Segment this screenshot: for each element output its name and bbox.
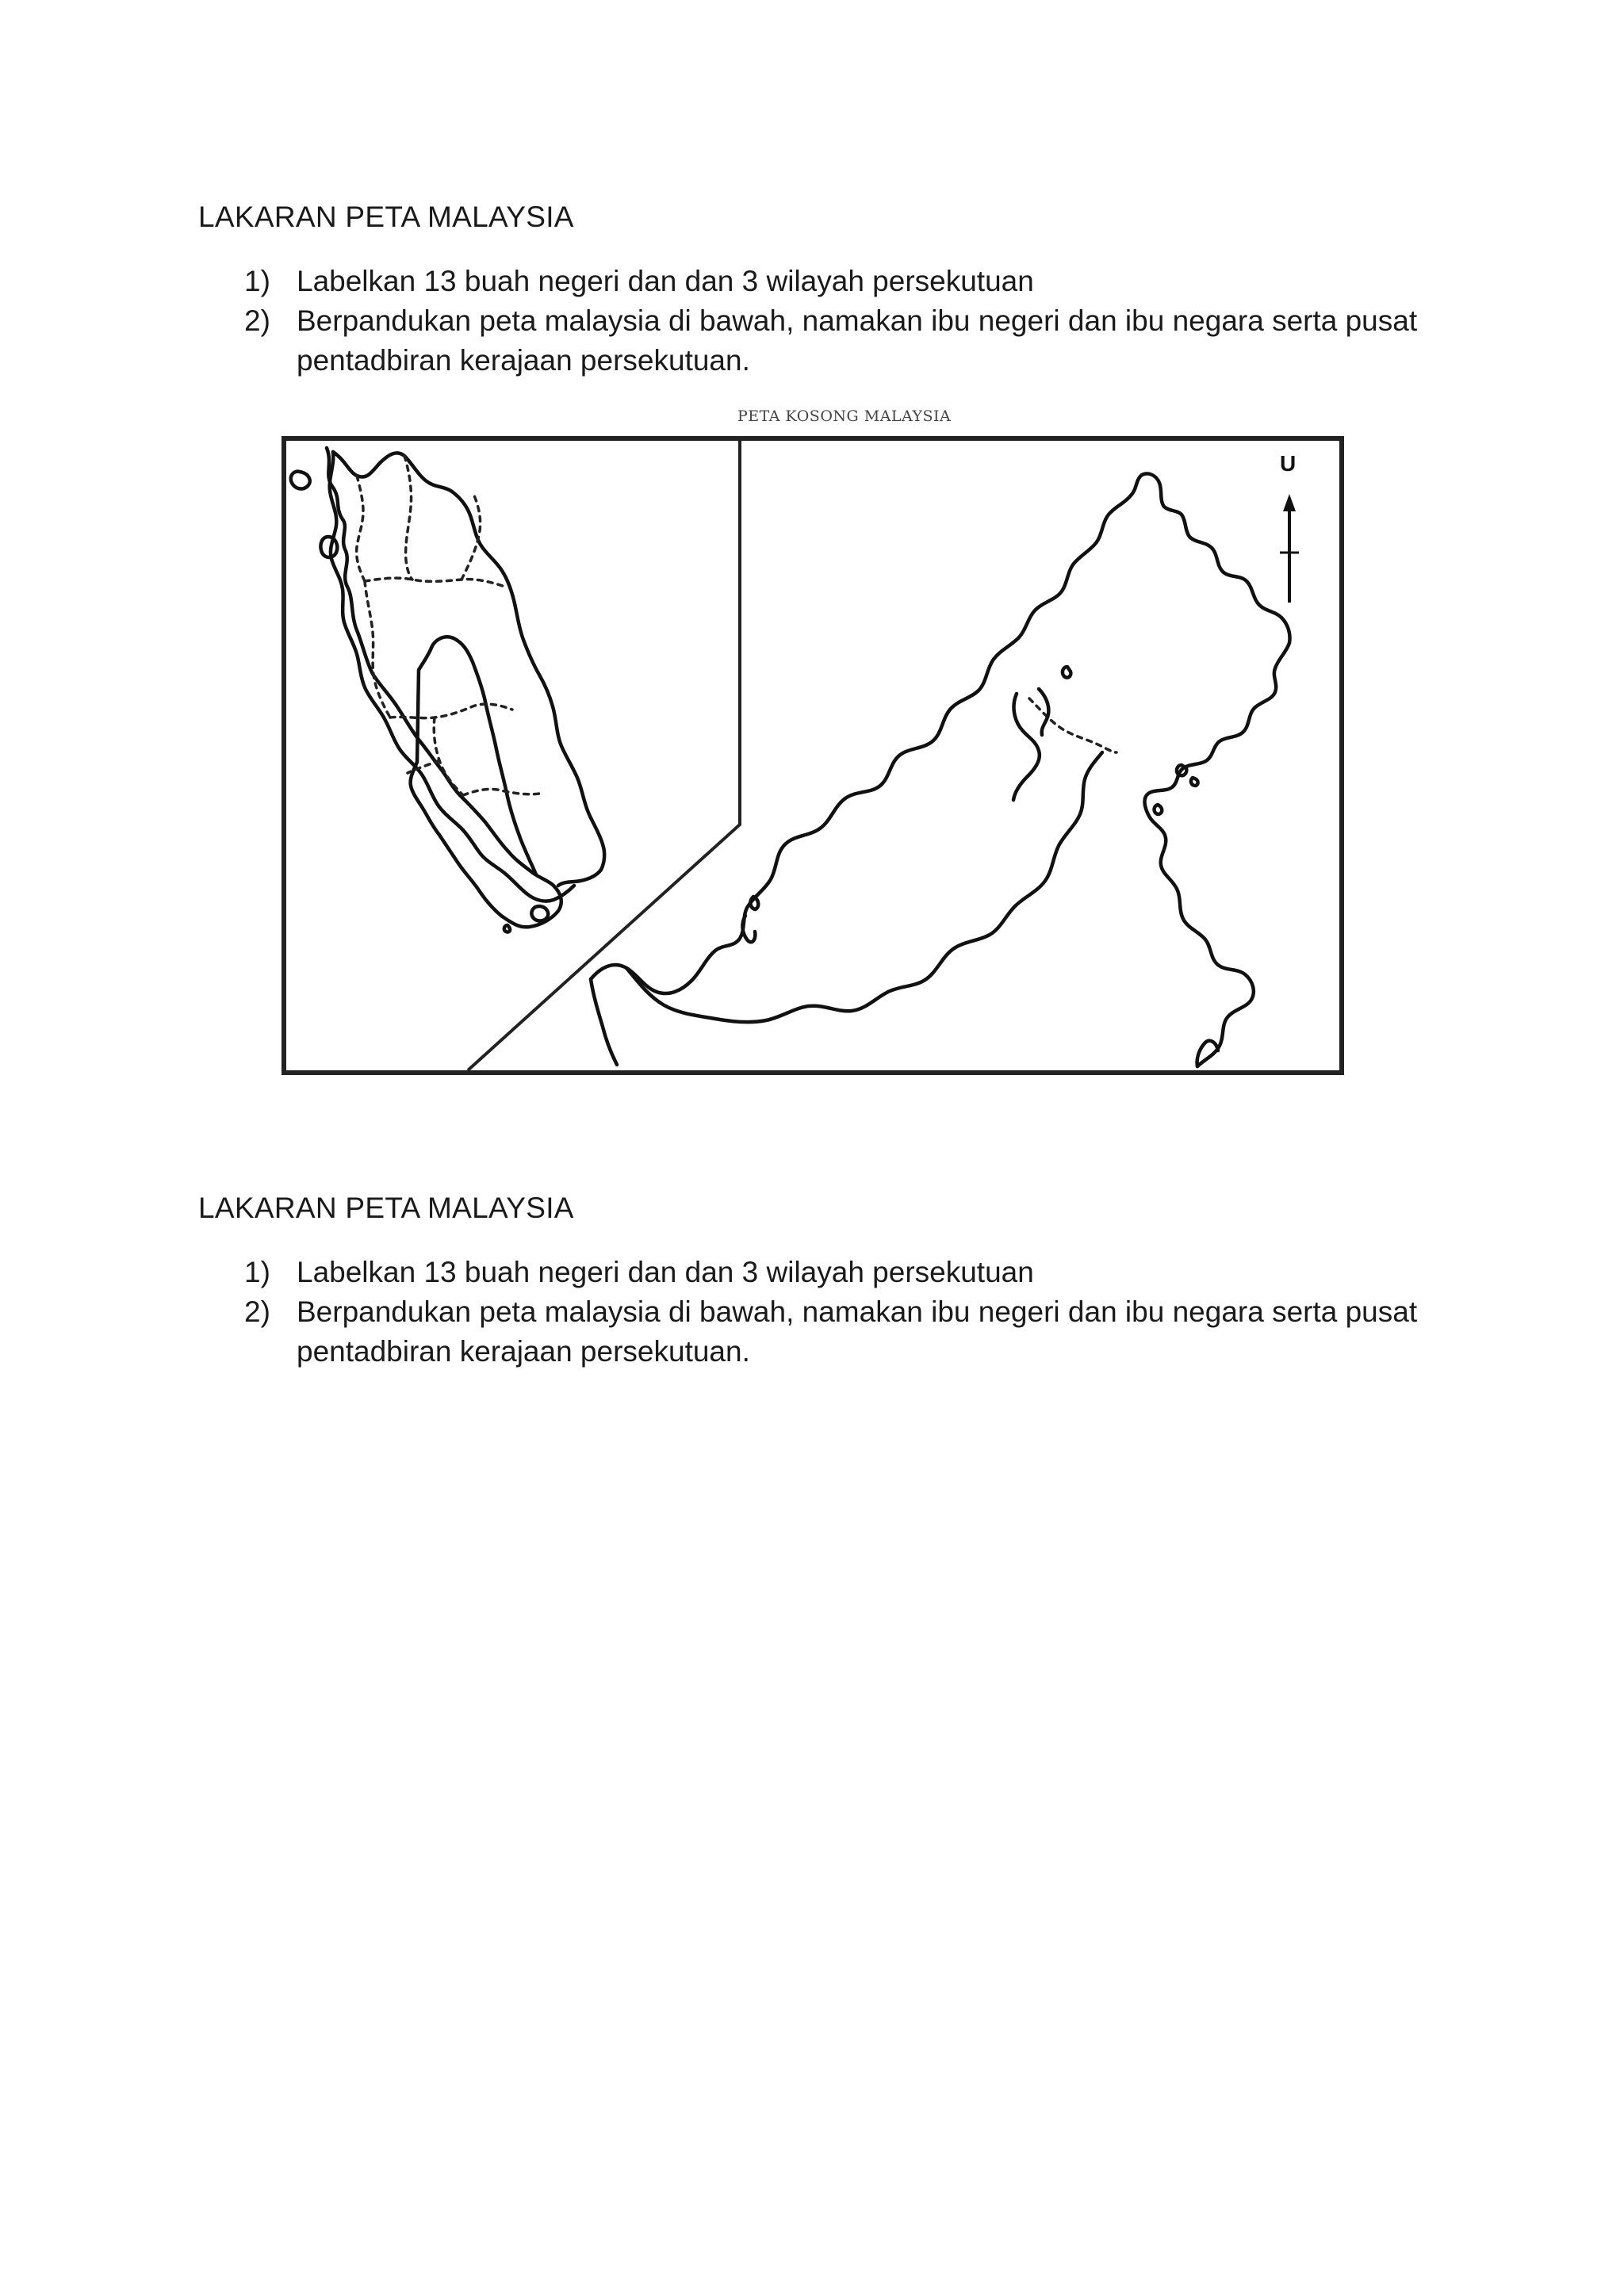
sabah-islands <box>1191 778 1198 786</box>
map-caption: PETA KOSONG MALAYSIA <box>737 408 952 425</box>
north-arrow-icon <box>1280 494 1299 603</box>
instruction-list <box>244 262 1465 381</box>
instruction-text: Labelkan 13 buah negeri dan dan 3 wilayah persekutuan <box>297 1256 1034 1288</box>
kalimantan-edge <box>591 979 617 1065</box>
instruction-text: Berpandukan peta malaysia di bawah, namakan ibu negeri dan ibu negara serta pusat pentadbiran kerajaan persekutuan. <box>297 1295 1418 1368</box>
north-label: U <box>1280 451 1297 476</box>
map-drawing <box>278 432 1348 1078</box>
state-border <box>390 704 512 718</box>
state-border <box>434 718 463 795</box>
blank-map-malaysia <box>278 432 1348 1078</box>
instruction-number: 2) <box>244 304 270 337</box>
inset-divider <box>468 440 740 1070</box>
state-border <box>463 789 539 795</box>
sarawak-islands <box>750 897 758 909</box>
instruction-list <box>244 1253 1465 1372</box>
sabah-islands <box>1155 805 1162 814</box>
brunei-outline <box>1013 694 1040 800</box>
instruction-item <box>244 301 1465 381</box>
instruction-number: 1) <box>244 265 270 297</box>
peninsular-west-coast <box>330 452 574 901</box>
section-title: LAKARAN PETA MALAYSIA <box>198 1192 574 1224</box>
state-border <box>462 496 481 580</box>
instruction-text: Berpandukan peta malaysia di bawah, namakan ibu negeri dan ibu negara serta pusat pentadbiran kerajaan persekutuan. <box>297 304 1418 377</box>
instruction-item <box>244 1253 1465 1292</box>
state-border <box>365 578 508 587</box>
instruction-number: 1) <box>244 1256 270 1288</box>
state-border <box>357 476 365 581</box>
sarawak-river-mouth <box>742 916 755 942</box>
labuan-island <box>1063 667 1071 678</box>
section-title: LAKARAN PETA MALAYSIA <box>198 201 574 233</box>
map-border <box>284 438 1342 1073</box>
langkawi-island <box>291 472 310 489</box>
state-border <box>404 456 412 580</box>
singapore-island <box>531 906 548 921</box>
instruction-number: 2) <box>244 1295 270 1328</box>
instruction-text: Labelkan 13 buah negeri dan dan 3 wilayah persekutuan <box>297 265 1034 297</box>
instruction-item <box>244 1292 1465 1372</box>
instruction-item <box>244 262 1465 301</box>
small-island <box>504 925 510 932</box>
